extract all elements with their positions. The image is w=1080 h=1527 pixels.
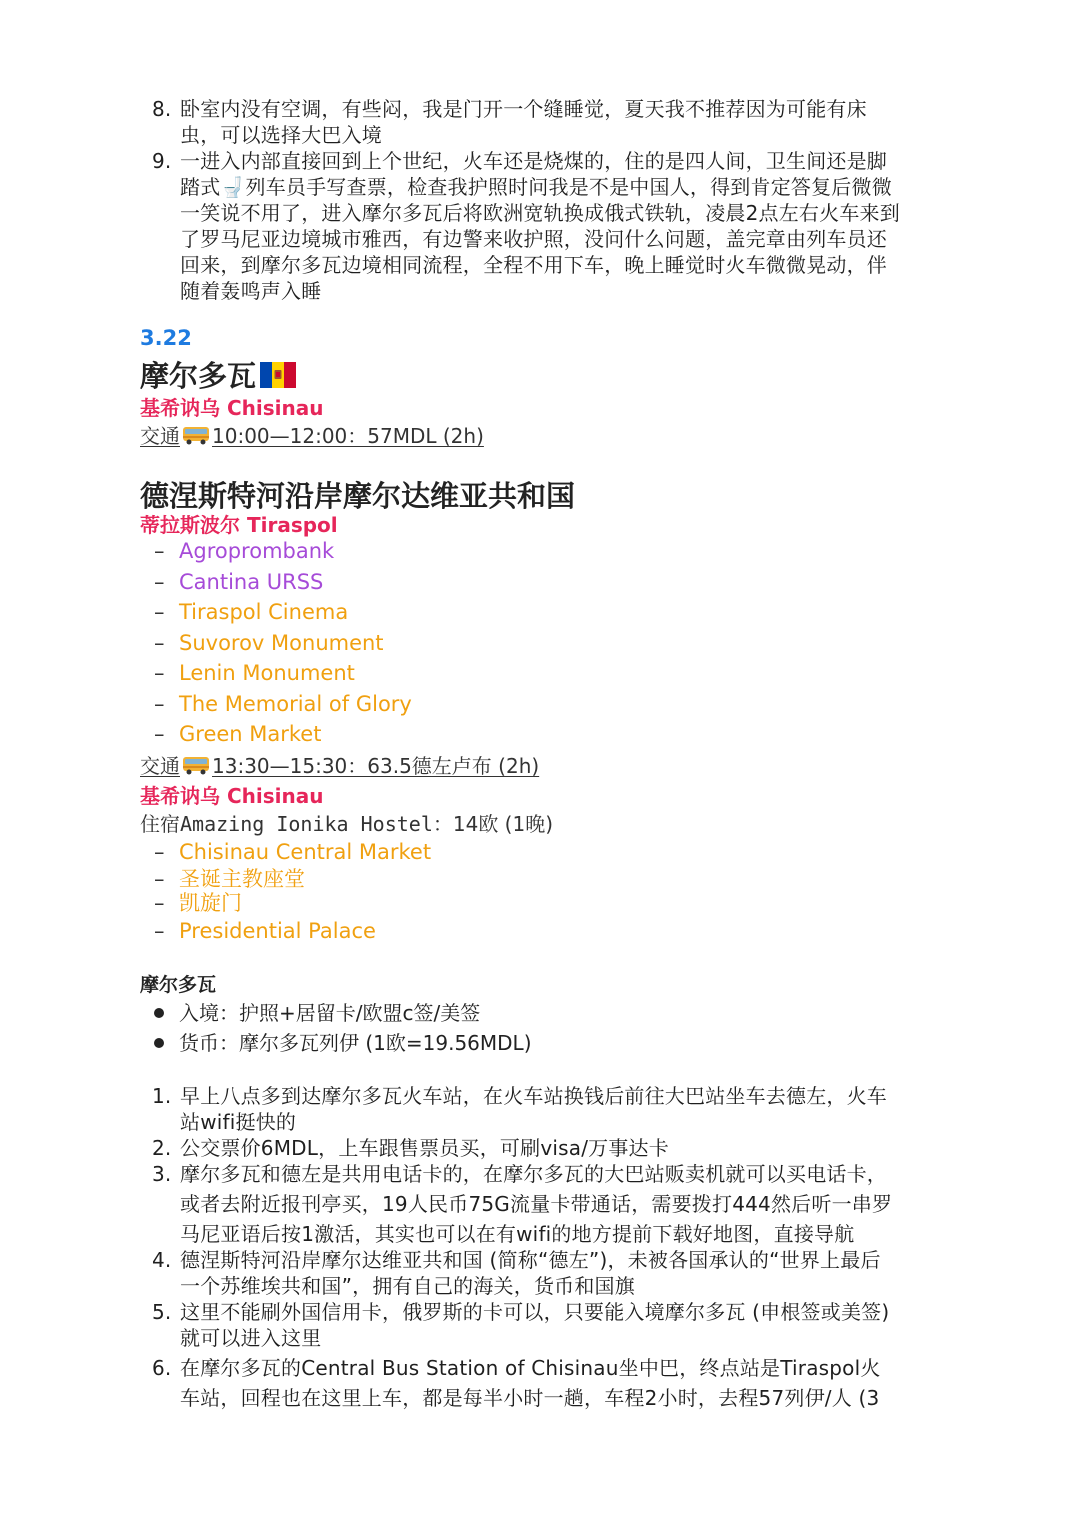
date-heading: 3.22: [140, 326, 192, 350]
list-line: 了罗马尼亚边境城市雅西，有边警来收护照，没问什么问题，盖完章由列车员还: [180, 227, 887, 251]
list-line: 踏式🚽列车员手写查票，检查我护照时问我是不是中国人，得到肯定答复后微微: [180, 175, 892, 199]
list-line: 回来，到摩尔多瓦边境相同流程，全程不用下车，晚上睡觉时火车微微晃动，伴: [180, 253, 887, 277]
list-line: 或者去附近报刊亭买，19人民币75G流量卡带通话，需要拨打444然后听一串罗: [180, 1192, 893, 1216]
bullet-text: 货币：摩尔多瓦列伊 (1欧=19.56MDL): [179, 1031, 532, 1055]
place-item: – Green Market: [154, 722, 322, 746]
list-number: 8.: [152, 97, 172, 121]
section-heading: 摩尔多瓦: [140, 974, 217, 996]
place-item: – Lenin Monument: [154, 661, 355, 685]
place-item: – Agroprombank: [154, 539, 335, 563]
bus-icon: [182, 755, 210, 775]
list-line: 一进入内部直接回到上个世纪，火车还是烧煤的，住的是四人间，卫生间还是脚: [180, 149, 887, 173]
place-name: Green Market: [179, 722, 322, 746]
list-line: 就可以进入这里: [180, 1326, 322, 1350]
tiraspol-places-list: [150, 536, 412, 750]
place-name: Chisinau Central Market: [179, 840, 432, 864]
place-name: 圣诞主教座堂: [179, 867, 305, 891]
list-line: 车站，回程也在这里上车，都是每半小时一趟，车程2小时，去程57列伊/人 (3: [180, 1386, 880, 1410]
list-item: [140, 148, 960, 304]
city-label: 基希讷乌 Chisinau: [140, 784, 324, 808]
lodging-name: Amazing Ionika Hostel：: [180, 812, 453, 836]
bullet-text: 入境：护照+居留卡/欧盟c签/美签: [179, 1001, 481, 1025]
list-line: 一笑说不用了，进入摩尔多瓦后将欧洲宽轨换成俄式铁轨，凌晨2点左右火车来到: [180, 201, 900, 225]
list-line: 卧室内没有空调，有些闷，我是门开一个缝睡觉，夏天我不推荐因为可能有床: [180, 97, 867, 121]
city-label: 蒂拉斯波尔 Tiraspol: [140, 513, 338, 537]
place-name: Lenin Monument: [179, 661, 355, 685]
bullet-icon: [154, 1038, 164, 1048]
list-line: 站wifi挺快的: [180, 1110, 297, 1134]
place-name: The Memorial of Glory: [179, 691, 412, 716]
place-name: Suvorov Monument: [179, 630, 384, 655]
place-name: Tiraspol Cinema: [179, 600, 349, 624]
list-line: 虫，可以选择大巴入境: [180, 123, 382, 147]
list-number: 2.: [152, 1136, 172, 1160]
transport-prefix: 交通: [140, 424, 180, 448]
place-item: – Suvorov Monument: [154, 630, 384, 655]
lodging-prefix: 住宿: [140, 812, 180, 836]
list-line: 在摩尔多瓦的Central Bus Station of Chisinau坐中巴，终点站是Tiraspol火: [180, 1356, 881, 1380]
list-number: 9.: [152, 149, 172, 173]
info-bullet-list: [150, 998, 532, 1058]
list-number: 4.: [152, 1248, 172, 1272]
transport-line: [140, 420, 484, 449]
place-item: – Tiraspol Cinema: [154, 600, 349, 624]
place-item: – 凯旋门: [154, 891, 242, 915]
list-line: 这里不能刷外国信用卡，俄罗斯的卡可以，只要能入境摩尔多瓦 (申根签或美签): [180, 1300, 890, 1324]
lodging-price: 14欧 (1晚): [452, 812, 554, 836]
moldova-flag-icon: [260, 362, 296, 388]
list-line: 公交票价6MDL，上车跟售票员买，可刷visa/万事达卡: [180, 1136, 669, 1160]
place-item: – The Memorial of Glory: [154, 691, 412, 716]
place-name: Presidential Palace: [179, 919, 376, 943]
transport-line: [140, 750, 539, 779]
list-item: [140, 1135, 970, 1161]
list-number: 5.: [152, 1300, 172, 1324]
list-line: 随着轰鸣声入睡: [180, 279, 322, 303]
list-item: [140, 1299, 970, 1351]
list-item: [140, 1083, 970, 1135]
place-item: – 圣诞主教座堂: [154, 867, 305, 891]
place-name: Cantina URSS: [179, 569, 324, 594]
transport-text: 13:30—15:30：63.5德左卢布 (2h): [212, 754, 540, 778]
place-name: Agroprombank: [179, 539, 335, 563]
list-item: [140, 96, 960, 148]
list-line: 德涅斯特河沿岸摩尔达维亚共和国 (简称“德左”)，未被各国承认的“世界上最后: [180, 1248, 881, 1272]
city-label: 基希讷乌 Chisinau: [140, 396, 324, 420]
list-number: 6.: [152, 1356, 172, 1380]
place-name: 凯旋门: [179, 891, 242, 915]
country-title: 摩尔多瓦: [140, 359, 257, 393]
country-title: 德涅斯特河沿岸摩尔达维亚共和国: [140, 479, 576, 513]
bullet-item: [150, 1028, 532, 1058]
place-item: – Presidential Palace: [154, 919, 376, 943]
list-line: 马尼亚语后按1激活，其实也可以在有wifi的地方提前下载好地图，直接导航: [180, 1222, 855, 1246]
list-item: [140, 1355, 970, 1411]
bullet-icon: [154, 1008, 164, 1018]
bus-icon: [182, 425, 210, 445]
transport-text: 10:00—12:00：57MDL (2h): [212, 424, 484, 448]
bullet-item: [150, 998, 532, 1028]
list-item: [140, 1247, 970, 1299]
bottom-numbered-list: [140, 1083, 970, 1411]
place-item: – Cantina URSS: [154, 569, 324, 594]
list-line: 摩尔多瓦和德左是共用电话卡的，在摩尔多瓦的大巴站贩卖机就可以买电话卡，: [180, 1162, 887, 1186]
list-line: 早上八点多到达摩尔多瓦火车站，在火车站换钱后前往大巴站坐车去德左，火车: [180, 1084, 887, 1108]
place-item: – Chisinau Central Market: [154, 840, 432, 864]
transport-prefix: 交通: [140, 754, 180, 778]
list-item: [140, 1161, 970, 1247]
country-heading-moldova: [140, 354, 296, 395]
list-number: 1.: [152, 1084, 172, 1108]
list-number: 3.: [152, 1162, 172, 1186]
lodging-line: [140, 808, 553, 837]
chisinau-places-list: [150, 837, 431, 947]
list-line: 一个苏维埃共和国”，拥有自己的海关，货币和国旗: [180, 1274, 635, 1298]
top-numbered-list: [140, 96, 960, 304]
